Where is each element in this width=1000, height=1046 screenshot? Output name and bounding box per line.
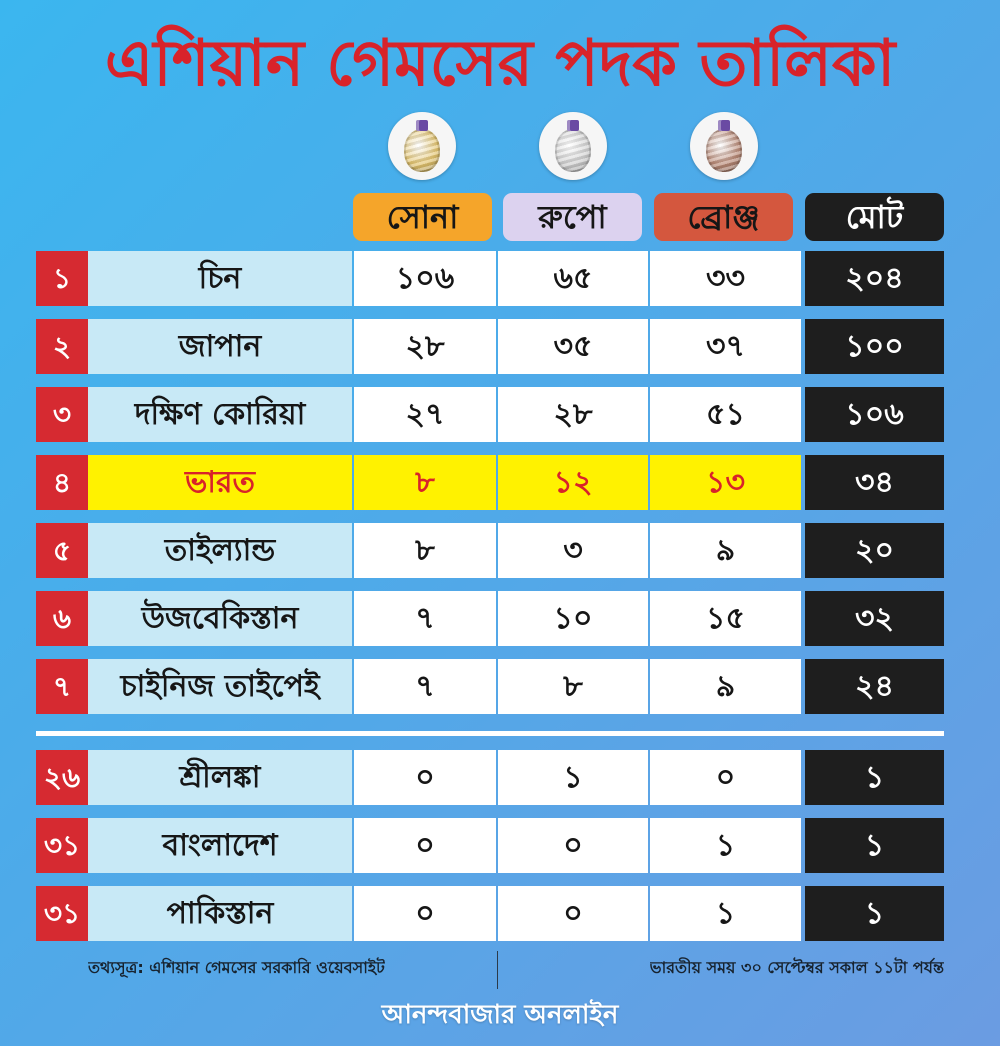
rank-cell: ৭	[36, 659, 88, 714]
table-row	[36, 591, 944, 646]
country-cell: তাইল্যান্ড	[88, 523, 352, 578]
country-cell: ভারত	[88, 455, 352, 510]
total-count-cell: ২০৪	[805, 251, 944, 306]
silver-count-cell: ৩৫	[498, 319, 648, 374]
rank-cell: ৩১	[36, 818, 88, 873]
source-note: তথ্যসূত্র: এশিয়ান গেমসের সরকারি ওয়েবসাইট	[88, 958, 385, 977]
rank-cell: ৩	[36, 387, 88, 442]
gold-count-cell: ৭	[354, 659, 496, 714]
total-count-cell: ৩৪	[805, 455, 944, 510]
rank-cell: ২৬	[36, 750, 88, 805]
gold-medal-icon	[388, 112, 456, 180]
bronze-count-cell: ১	[650, 818, 801, 873]
bronze-count-cell: ১৫	[650, 591, 801, 646]
total-count-cell: ১	[805, 750, 944, 805]
bronze-count-cell: ৩৩	[650, 251, 801, 306]
gold-count-cell: ২৮	[354, 319, 496, 374]
total-count-cell: ১	[805, 886, 944, 941]
silver-count-cell: ১	[498, 750, 648, 805]
country-cell: জাপান	[88, 319, 352, 374]
country-cell: দক্ষিণ কোরিয়া	[88, 387, 352, 442]
medal-ribbon	[416, 120, 428, 131]
medal-ribbon	[567, 120, 579, 131]
rank-cell: ৬	[36, 591, 88, 646]
gold-count-cell: ১০৬	[354, 251, 496, 306]
table-row	[36, 886, 944, 941]
medal-table-lower-group	[36, 750, 944, 954]
silver-count-cell: ২৮	[498, 387, 648, 442]
rank-cell: ১	[36, 251, 88, 306]
bronze-column-header: ব্রোঞ্জ	[654, 193, 793, 241]
silver-count-cell: ৮	[498, 659, 648, 714]
total-count-cell: ২৪	[805, 659, 944, 714]
table-row-highlighted	[36, 455, 944, 510]
footer-divider	[497, 951, 498, 989]
group-divider	[36, 731, 944, 736]
table-row	[36, 523, 944, 578]
silver-count-cell: ১০	[498, 591, 648, 646]
gold-count-cell: ৭	[354, 591, 496, 646]
rank-cell: ৫	[36, 523, 88, 578]
silver-count-cell: ৬৫	[498, 251, 648, 306]
total-count-cell: ৩২	[805, 591, 944, 646]
country-cell: চিন	[88, 251, 352, 306]
bronze-count-cell: ৯	[650, 523, 801, 578]
silver-count-cell: ০	[498, 886, 648, 941]
country-cell: শ্রীলঙ্কা	[88, 750, 352, 805]
total-count-cell: ১	[805, 818, 944, 873]
gold-count-cell: ৮	[354, 523, 496, 578]
gold-count-cell: ৮	[354, 455, 496, 510]
silver-count-cell: ১২	[498, 455, 648, 510]
bronze-count-cell: ৯	[650, 659, 801, 714]
table-row	[36, 387, 944, 442]
gold-count-cell: ০	[354, 750, 496, 805]
bronze-count-cell: ৫১	[650, 387, 801, 442]
silver-column-header: রুপো	[503, 193, 642, 241]
table-row	[36, 750, 944, 805]
silver-count-cell: ৩	[498, 523, 648, 578]
total-count-cell: ১০০	[805, 319, 944, 374]
bronze-count-cell: ০	[650, 750, 801, 805]
bronze-count-cell: ১৩	[650, 455, 801, 510]
gold-count-cell: ২৭	[354, 387, 496, 442]
table-row	[36, 251, 944, 306]
gold-count-cell: ০	[354, 818, 496, 873]
medal-table-top-group	[36, 251, 944, 727]
rank-cell: ২	[36, 319, 88, 374]
country-cell: বাংলাদেশ	[88, 818, 352, 873]
medal-disc	[404, 129, 440, 172]
gold-column-header: সোনা	[353, 193, 492, 241]
medal-ribbon	[718, 120, 730, 131]
silver-medal-icon	[539, 112, 607, 180]
brand-logo: আনন্দবাজার অনলাইন	[381, 1000, 619, 1030]
time-note: ভারতীয় সময় ৩০ সেপ্টেম্বর সকাল ১১টা পর্যন্ত	[649, 958, 944, 977]
bronze-count-cell: ১	[650, 886, 801, 941]
table-row	[36, 818, 944, 873]
total-count-cell: ১০৬	[805, 387, 944, 442]
silver-count-cell: ০	[498, 818, 648, 873]
medal-disc	[555, 129, 591, 172]
rank-cell: ৪	[36, 455, 88, 510]
country-cell: পাকিস্তান	[88, 886, 352, 941]
total-count-cell: ২০	[805, 523, 944, 578]
rank-cell: ৩১	[36, 886, 88, 941]
table-row	[36, 659, 944, 714]
country-cell: চাইনিজ তাইপেই	[88, 659, 352, 714]
page-title: এশিয়ান গেমসের পদক তালিকা	[104, 27, 896, 101]
country-cell: উজবেকিস্তান	[88, 591, 352, 646]
bronze-count-cell: ৩৭	[650, 319, 801, 374]
table-row	[36, 319, 944, 374]
medal-disc	[706, 129, 742, 172]
bronze-medal-icon	[690, 112, 758, 180]
gold-count-cell: ০	[354, 886, 496, 941]
total-column-header: মোট	[805, 193, 944, 241]
